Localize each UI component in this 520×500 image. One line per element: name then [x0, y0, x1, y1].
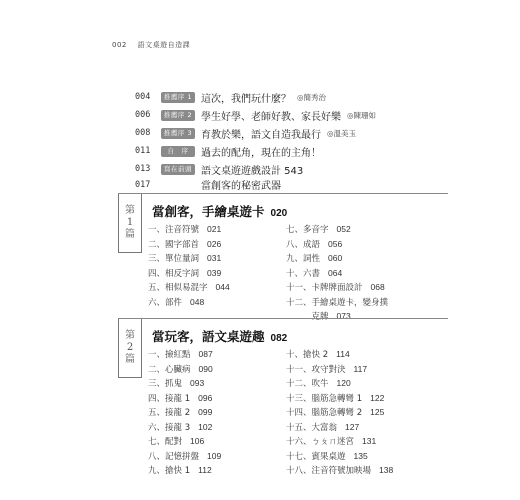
entry-tag: 推薦序 2: [161, 110, 195, 121]
entry-page: 011: [135, 146, 151, 156]
entry-tag: 推薦序 3: [161, 128, 195, 139]
entry-page: 017: [135, 179, 151, 190]
toc-item[interactable]: 十八、注音符號加映場 138: [286, 465, 394, 476]
toc-item[interactable]: 十七、賓果桌遊 135: [286, 450, 368, 462]
entry-tag: 自 序: [161, 146, 195, 157]
toc-item[interactable]: 十一、攻守對決 117: [286, 363, 368, 375]
part-2-section: [118, 318, 448, 479]
part-1-right-column: [286, 222, 396, 324]
entry-title: 當創客的秘密武器: [201, 181, 281, 192]
entry-title: 這次，我們玩什麼？: [201, 93, 291, 105]
part-1-title[interactable]: 當創客，手繪桌遊卡 020: [152, 204, 288, 219]
toc-item[interactable]: 十三、腦筋急轉彎 1 122: [286, 392, 385, 404]
toc-item[interactable]: 四、接龍 1 096: [148, 392, 213, 404]
toc-item[interactable]: 十五、大富翁 127: [286, 421, 360, 433]
toc-item[interactable]: 四、相反字詞 039: [148, 267, 222, 279]
page-header: [112, 40, 190, 50]
toc-item[interactable]: 五、相似易混字 044: [148, 282, 230, 293]
book-title: 語文桌遊自造課: [137, 41, 191, 49]
toc-item[interactable]: 一、撿紅點 087: [148, 349, 213, 360]
toc-item[interactable]: 三、單位量詞 031: [148, 253, 222, 264]
toc-item[interactable]: 七、配對 106: [148, 436, 205, 447]
toc-entry-foreword-2[interactable]: [135, 106, 455, 124]
entry-page: 006: [135, 110, 151, 120]
toc-item[interactable]: 八、記憶拼盤 109: [148, 450, 222, 462]
toc-item[interactable]: 十二、吹牛 120: [286, 378, 351, 389]
toc-item[interactable]: 八、成語 056: [286, 238, 343, 250]
entry-page: 013: [135, 164, 151, 174]
entry-tag: 寫在前頭: [161, 164, 195, 175]
toc-item[interactable]: 十二、手繪桌遊卡，變身撲: [286, 297, 389, 308]
toc-entry-foreword-3[interactable]: [135, 124, 455, 142]
entry-author: ◎溫美玉: [327, 128, 357, 138]
part-1-tab: 第 1 篇: [118, 194, 142, 253]
entry-title: 語文桌遊遊戲設計 543: [201, 165, 304, 177]
toc-entry-secret-weapon[interactable]: [135, 178, 455, 191]
toc-item[interactable]: 十、六書 064: [286, 267, 343, 279]
part-2-right-column: [286, 347, 393, 478]
toc-item[interactable]: 十四、腦筋急轉彎 2 125: [286, 407, 385, 418]
toc-item[interactable]: 六、接龍 3 102: [148, 421, 213, 433]
toc-item[interactable]: 七、多音字 052: [286, 224, 351, 235]
toc-item[interactable]: 三、抓鬼 093: [148, 378, 205, 389]
toc-item[interactable]: 二、心臟病 090: [148, 363, 213, 375]
entry-tag: 推薦序 1: [161, 92, 195, 103]
part-2-left-column: [148, 347, 221, 478]
entry-title: 學生好學、老師好教、家長好樂: [201, 111, 341, 123]
entry-page: 008: [135, 128, 151, 138]
toc-entry-preface[interactable]: [135, 142, 455, 160]
toc-item[interactable]: 十、搶快 2 114: [286, 349, 350, 360]
toc-item[interactable]: 五、接龍 2 099: [148, 407, 213, 418]
toc-entry-foreword-1[interactable]: [135, 88, 455, 106]
toc-item[interactable]: 九、搶快 1 112: [148, 465, 212, 476]
entry-title: 過去的配角，現在的主角！: [201, 147, 321, 159]
entry-page: 004: [135, 92, 151, 102]
part-1-page: 020: [270, 208, 288, 219]
toc-entry-introduction[interactable]: [135, 160, 455, 178]
part-2-title[interactable]: 當玩客，語文桌遊趣 082: [152, 329, 288, 344]
part-2-page: 082: [270, 333, 288, 344]
toc-item[interactable]: 一、注音符號 021: [148, 224, 222, 235]
toc-item[interactable]: 九、詞性 060: [286, 253, 343, 264]
entry-author: ◎陳珊如: [347, 110, 377, 120]
entry-author: ◎簡秀治: [297, 92, 327, 102]
part-1-left-column: [148, 222, 230, 309]
front-matter-list: [135, 88, 455, 191]
toc-item[interactable]: 克牌 073: [286, 311, 351, 322]
toc-item[interactable]: 六、部件 048: [148, 296, 205, 308]
toc-item[interactable]: 十一、卡牌牌面設計 068: [286, 282, 385, 293]
toc-item[interactable]: 二、國字部首 026: [148, 238, 222, 250]
entry-title: 育教於樂，語文自造我最行: [201, 129, 321, 141]
toc-item[interactable]: 十六、ㄅㄆㄇ迷宮 131: [286, 436, 377, 447]
part-2-tab: 第 2 篇: [118, 319, 142, 378]
page-number: 002: [112, 41, 127, 49]
part-1-section: [118, 193, 448, 322]
